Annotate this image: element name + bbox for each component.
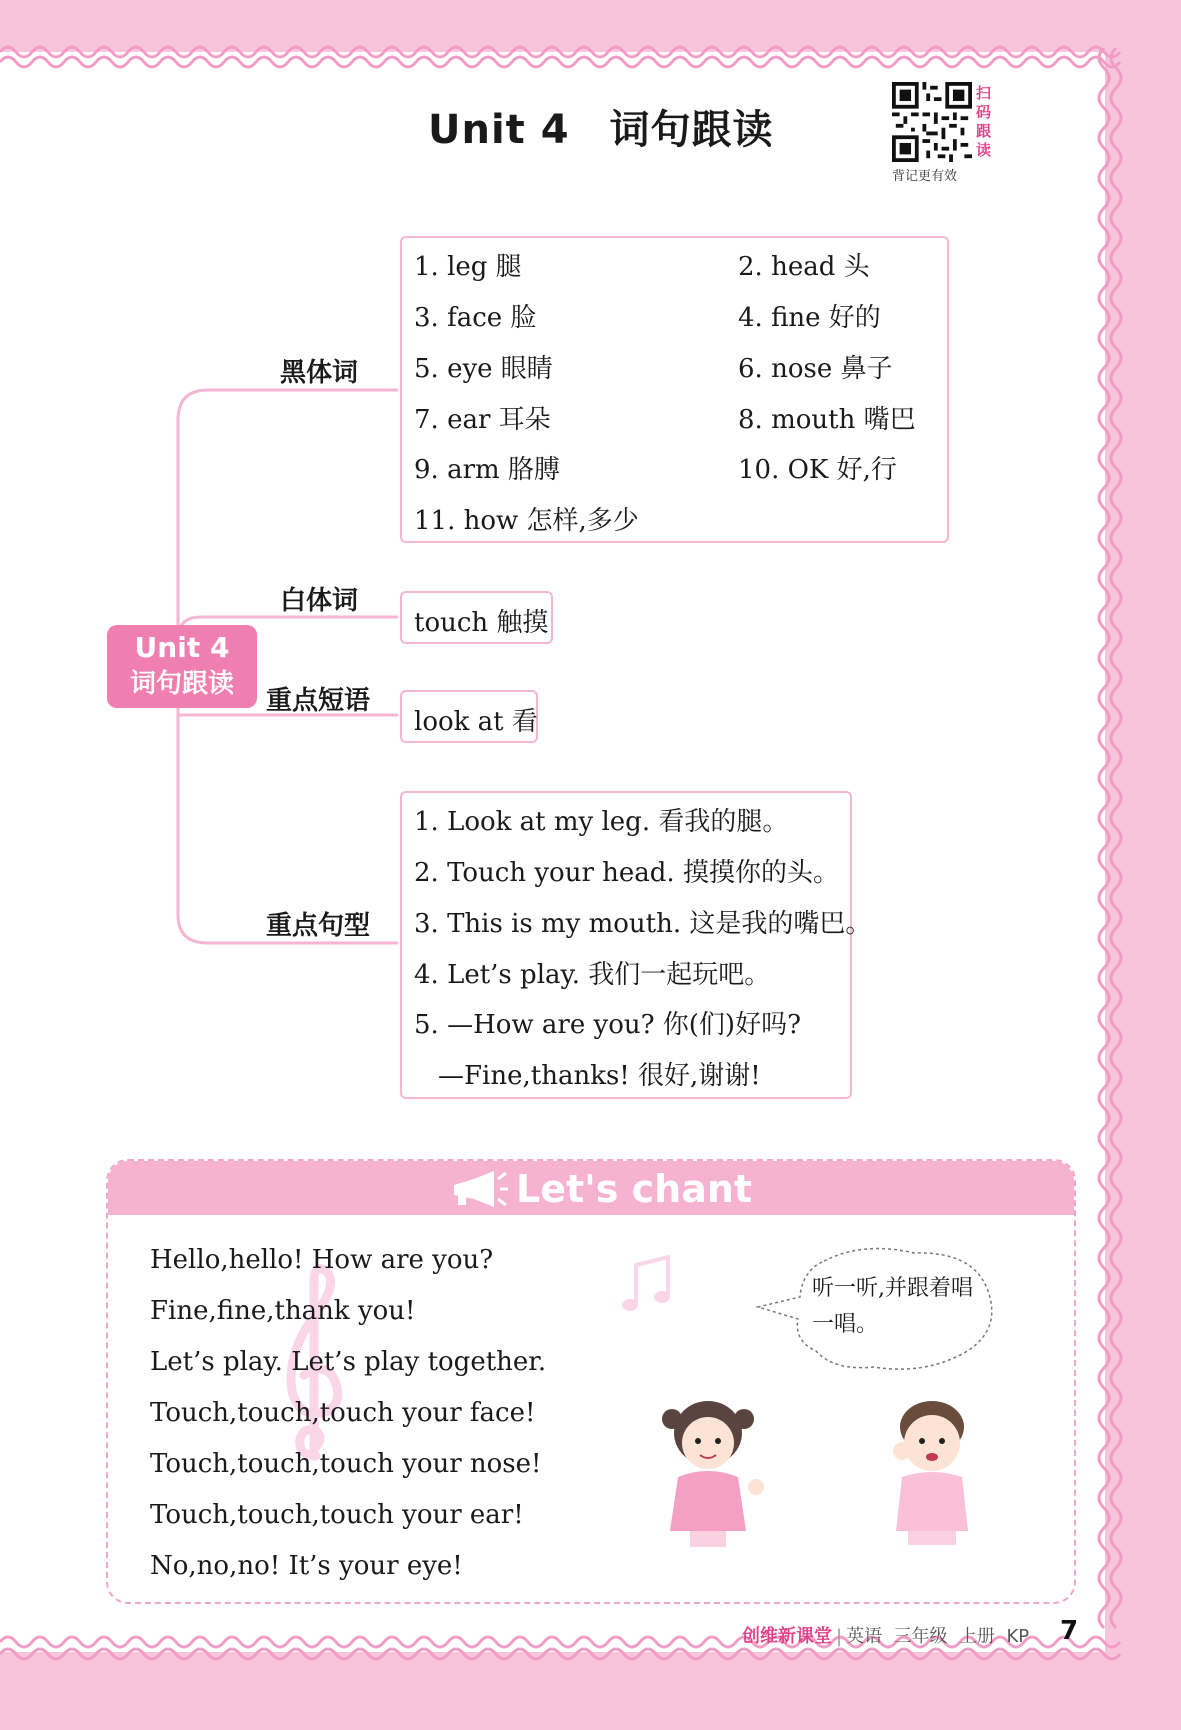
word-item: 2. head 头 bbox=[738, 252, 870, 282]
word-item: 5. eye 眼睛 bbox=[414, 354, 553, 384]
word-item: 7. ear 耳朵 bbox=[414, 405, 551, 435]
chant-line: Let’s play. Let’s play together. bbox=[150, 1347, 547, 1377]
word-item: 10. OK 好,行 bbox=[738, 455, 897, 485]
sentence-item: 2. Touch your head. 摸摸你的头。 bbox=[414, 858, 839, 888]
footer-brand: 创维新课堂 bbox=[742, 1626, 832, 1647]
chant-line: Touch,touch,touch your nose! bbox=[150, 1449, 542, 1479]
footer-term: 上册 bbox=[958, 1626, 995, 1647]
word-item: touch 触摸 bbox=[414, 608, 549, 638]
footer: 创维新课堂 | 英语 三年级 上册 KP bbox=[742, 1626, 1030, 1647]
phrases-box bbox=[400, 690, 538, 743]
chant-line: Touch,touch,touch your face! bbox=[150, 1398, 536, 1428]
qr-caption: 背记更有效 bbox=[892, 169, 958, 184]
chant-line: No,no,no! It’s your eye! bbox=[150, 1551, 463, 1581]
bold-words-box bbox=[400, 236, 949, 543]
chant-header bbox=[108, 1161, 1074, 1215]
speech-bubble-text: 听一听,并跟着唱一唱。 bbox=[812, 1276, 973, 1337]
word-item: 9. arm 胳膊 bbox=[414, 455, 560, 485]
sentence-item: 5. —How are you? 你(们)好吗? bbox=[414, 1010, 802, 1040]
mindmap-root bbox=[107, 625, 257, 708]
root-title: 词句跟读 bbox=[129, 669, 234, 699]
sentence-item: 4. Let’s play. 我们一起玩吧。 bbox=[414, 960, 771, 990]
sentences-box bbox=[400, 791, 872, 1099]
chant-line: Touch,touch,touch your ear! bbox=[150, 1500, 524, 1530]
branch-label-bold-words: 黑体词 bbox=[280, 358, 359, 388]
unit-label: Unit 4 bbox=[428, 107, 570, 153]
title-text: 词句跟读 bbox=[609, 107, 774, 153]
chant-line: Hello,hello! How are you? bbox=[150, 1245, 494, 1275]
word-item: 3. face 脸 bbox=[414, 303, 537, 333]
boy-illustration bbox=[868, 1391, 998, 1551]
sentence-item: —Fine,thanks! 很好,谢谢! bbox=[438, 1061, 761, 1091]
footer-edition: KP bbox=[1006, 1626, 1030, 1647]
chant-title: Let's chant bbox=[516, 1167, 753, 1211]
word-item: 11. how 怎样,多少 bbox=[414, 506, 639, 536]
qr-tag: 扫码跟读 bbox=[976, 84, 992, 159]
music-note-icon bbox=[618, 1251, 678, 1321]
branch-label-plain-words: 白体词 bbox=[280, 586, 359, 616]
word-item: 8. mouth 嘴巴 bbox=[738, 405, 916, 435]
page-number: 7 bbox=[1060, 1616, 1079, 1646]
lets-chant-panel bbox=[106, 1159, 1076, 1604]
root-unit: Unit 4 bbox=[134, 631, 230, 664]
footer-subject: 英语 bbox=[846, 1626, 883, 1647]
phrase-item: look at 看 bbox=[414, 707, 538, 737]
word-item: 1. leg 腿 bbox=[414, 252, 522, 282]
sentence-item: 3. This is my mouth. 这是我的嘴巴。 bbox=[414, 909, 872, 939]
plain-words-box bbox=[400, 591, 553, 644]
chant-line: Fine,fine,thank you! bbox=[150, 1296, 416, 1326]
sentence-item: 1. Look at my leg. 看我的腿。 bbox=[414, 807, 789, 837]
word-item: 4. fine 好的 bbox=[738, 303, 881, 333]
word-item: 6. nose 鼻子 bbox=[738, 354, 893, 384]
megaphone-icon bbox=[448, 1169, 508, 1209]
girl-illustration bbox=[638, 1391, 778, 1551]
branch-label-phrases: 重点短语 bbox=[266, 686, 371, 716]
footer-grade: 三年级 bbox=[893, 1626, 948, 1647]
branch-label-sentences: 重点句型 bbox=[266, 911, 371, 941]
